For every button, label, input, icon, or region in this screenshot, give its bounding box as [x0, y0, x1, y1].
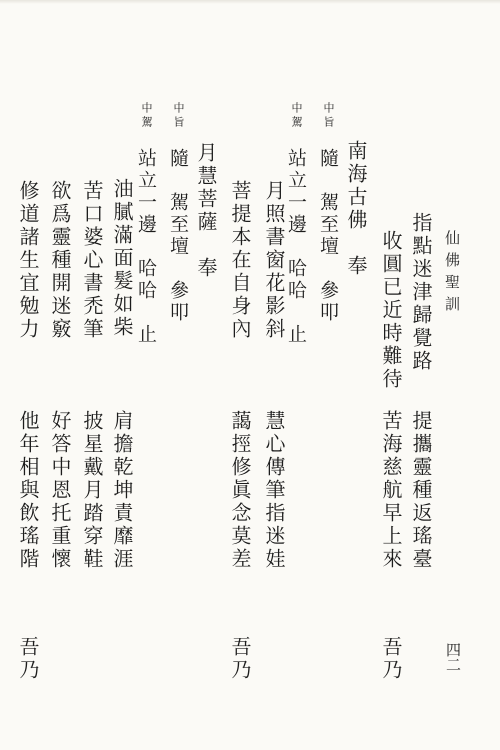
stage-note — [318, 102, 337, 324]
verse-line: 月照書窗花影斜 — [262, 180, 286, 341]
verse-line: 提攜靈種返瑤臺 — [409, 410, 433, 571]
verse-line: 他年相與飲瑤階 — [16, 410, 40, 571]
note-prefix: 中駕 — [290, 102, 303, 130]
note-prefix: 中駕 — [140, 102, 153, 130]
verse-line: 苦海慈航早上來 — [379, 410, 403, 571]
note-text: 隨 駕至壇 參叩 — [167, 148, 189, 324]
verse-line: 披星戴月踏穿鞋 — [80, 410, 104, 571]
verse-line: 收圓已近時難待 — [379, 230, 403, 391]
stage-note — [168, 102, 187, 324]
note-prefix: 中旨 — [172, 102, 185, 130]
verse-line: 肩擔乾坤責靡涯 — [110, 410, 134, 571]
scan-edge — [0, 0, 500, 4]
stage-note — [136, 102, 155, 346]
signature: 吾乃 — [16, 636, 40, 682]
verse-line: 油膩滿面髮如柴 — [110, 178, 134, 339]
book-title: 仙佛聖訓 — [443, 230, 461, 318]
page-number: 四二 — [444, 642, 462, 672]
verse-line: 藹挳修眞念莫差 — [228, 410, 252, 571]
stage-note — [286, 102, 305, 346]
verse-line: 苦口婆心書禿筆 — [80, 180, 104, 341]
note-prefix: 中旨 — [322, 102, 335, 130]
signature: 吾乃 — [228, 636, 252, 682]
note-text: 站立一邊 哈哈 止 — [135, 148, 157, 346]
deity-arrival-line: 南海古佛 奉 — [344, 140, 368, 278]
verse-line: 修道諸生宜勉力 — [16, 180, 40, 341]
deity-arrival-line: 月慧菩薩 奉 — [194, 142, 218, 280]
verse-line: 菩提本在自身內 — [228, 180, 252, 341]
verse-line: 指點迷津歸覺路 — [409, 212, 433, 373]
note-text: 站立一邊 哈哈 止 — [285, 148, 307, 346]
verse-line: 好答中恩托重懷 — [48, 410, 72, 571]
note-text: 隨 駕至壇 參叩 — [317, 148, 339, 324]
verse-line: 欲爲靈種開迷竅 — [48, 180, 72, 341]
signature: 吾乃 — [379, 636, 403, 682]
verse-line: 慧心傳筆指迷娃 — [262, 410, 286, 571]
